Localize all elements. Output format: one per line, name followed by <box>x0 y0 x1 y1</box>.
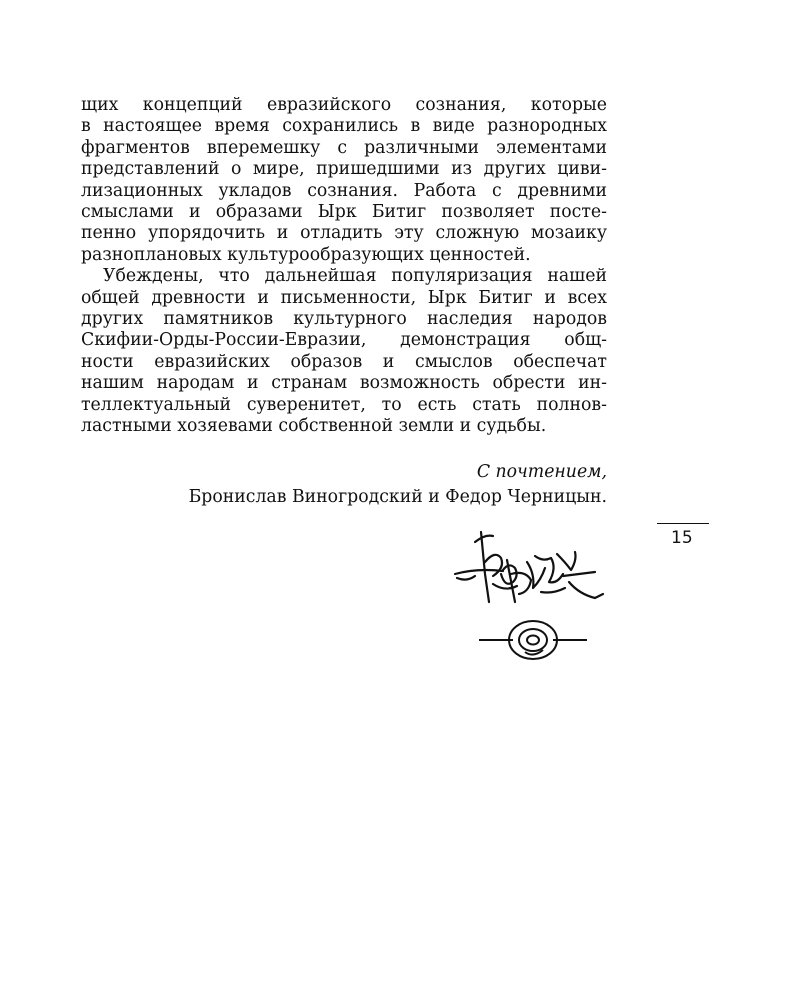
text-line: разноплановых культурообразующих ценностей. <box>81 244 531 265</box>
text-line: других памятников культурного наследия народов <box>81 309 607 330</box>
paragraph-1 <box>81 95 607 266</box>
closing-block <box>189 460 607 510</box>
page-number-rule <box>657 523 709 524</box>
text-line: Убеждены, что дальнейшая популяризация нашей <box>103 266 607 287</box>
text-line: представлений о мире, пришедшими из других циви- <box>81 159 607 180</box>
text-line: смыслами и образами Ырк Битиг позволяет посте- <box>81 202 607 223</box>
text-line: Скифии-Орды-России-Евразии, демонстрация общ- <box>81 330 607 351</box>
page-number: 15 <box>671 528 693 548</box>
handwritten-signature-icon <box>445 522 610 682</box>
text-line: пенно упорядочить и отладить эту сложную мозаику <box>81 223 607 244</box>
paragraph-2 <box>81 266 607 437</box>
text-line: нашим народам и странам возможность обрести ин- <box>81 373 607 394</box>
text-line: ности евразийских образов и смыслов обеспечат <box>81 351 607 372</box>
signatories: Бронислав Виногродский и Федор Черницын. <box>188 487 607 507</box>
text-line: теллектуальный суверенитет, то есть стать полнов- <box>81 394 607 415</box>
round-seal-icon <box>479 621 587 659</box>
text-line: общей древности и письменности, Ырк Битиг и всех <box>81 287 607 308</box>
text-line: фрагментов вперемешку с различными элементами <box>81 137 607 158</box>
body-text <box>81 95 607 438</box>
text-line: в настоящее время сохранились в виде разнородных <box>81 116 607 137</box>
text-line: ластными хозяевами собственной земли и судьбы. <box>81 416 547 437</box>
closing-greeting: С почтением, <box>476 462 607 482</box>
text-line: лизационных укладов сознания. Работа с древними <box>81 180 607 201</box>
text-line: щих концепций евразийского сознания, которые <box>81 95 607 115</box>
